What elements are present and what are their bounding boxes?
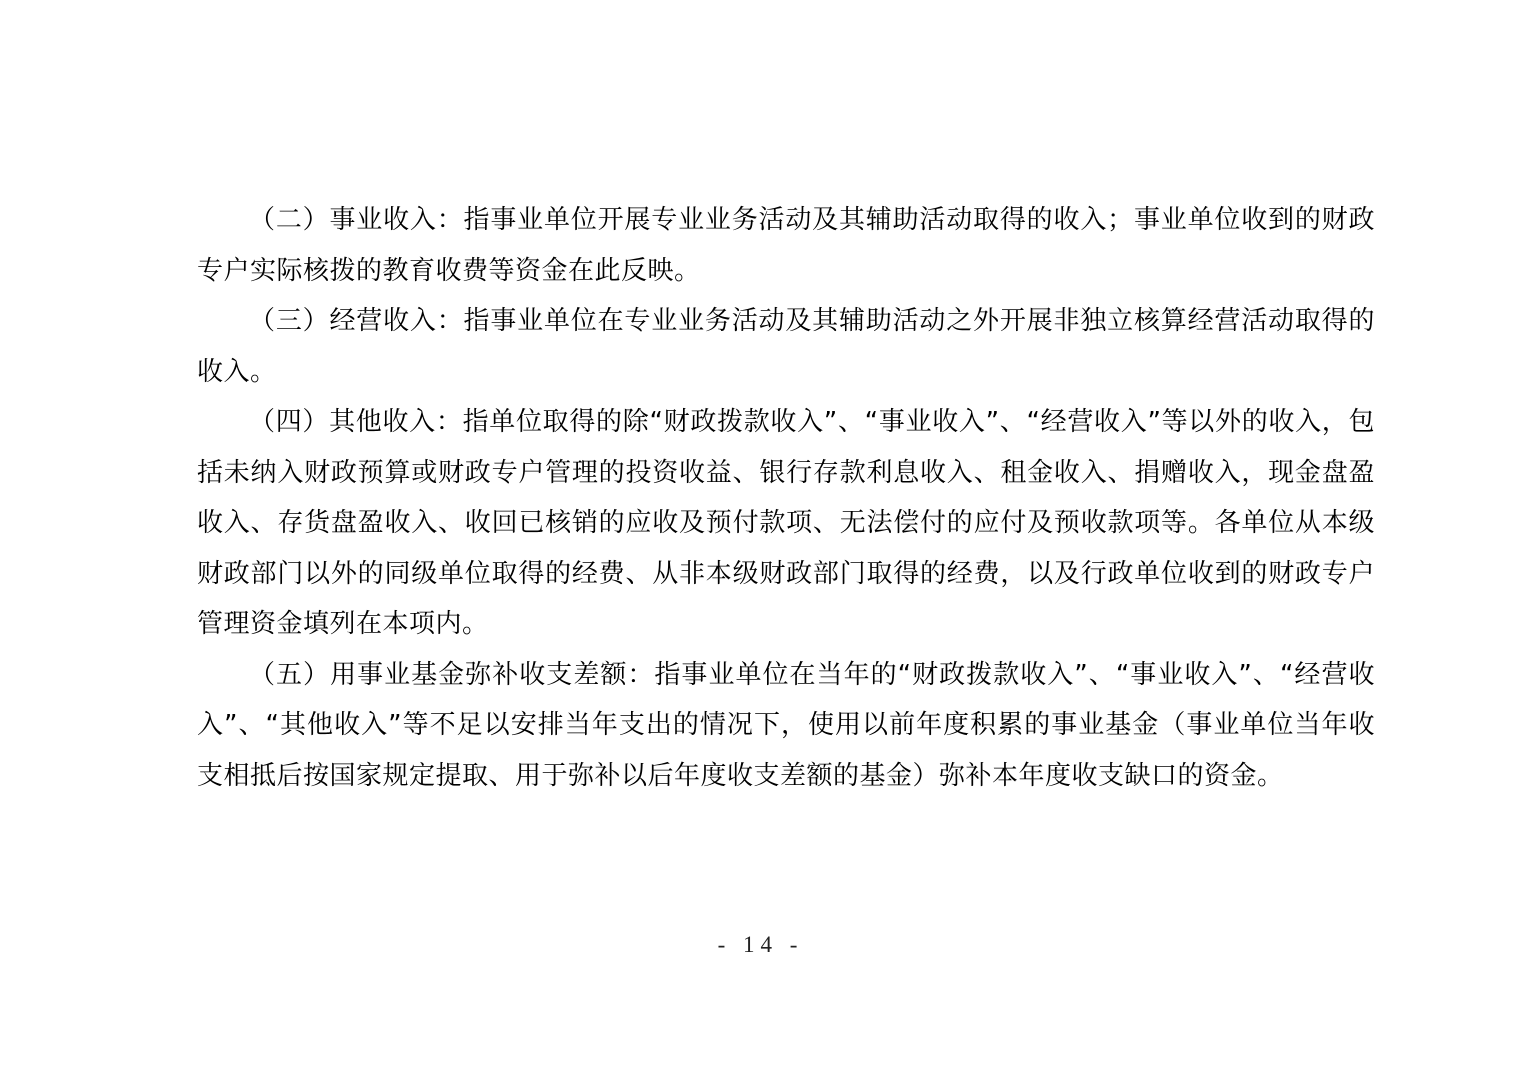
paragraph-business-income: （二）事业收入：指事业单位开展专业业务活动及其辅助活动取得的收入；事业单位收到的财政专户实际核拨的教育收费等资金在此反映。	[197, 205, 1375, 286]
page-number: - 14 -	[717, 932, 804, 957]
paragraph-operating-income: （三）经营收入：指事业单位在专业业务活动及其辅助活动之外开展非独立核算经营活动取得的收入。	[197, 306, 1375, 387]
document-body	[197, 195, 1375, 801]
paragraph-other-income: （四）其他收入：指单位取得的除“财政拨款收入”、“事业收入”、“经营收入”等以外的收入，包括未纳入财政预算或财政专户管理的投资收益、银行存款利息收入、租金收入、捐赠收入，现金盘盈收入、存货盘盈收入、收回已核销的应收及预付款项、无法偿付的应付及预收款项等。各单位从本级财政部门以外的同级单位取得的经费、从非本级财政部门取得的经费，以及行政单位收到的财政专户管理资金填列在本项内。	[197, 407, 1375, 639]
paragraph-business-fund-offset: （五）用事业基金弥补收支差额：指事业单位在当年的“财政拨款收入”、“事业收入”、“经营收入”、“其他收入”等不足以安排当年支出的情况下，使用以前年度积累的事业基金（事业单位当年收支相抵后按国家规定提取、用于弥补以后年度收支差额的基金）弥补本年度收支缺口的资金。	[197, 659, 1375, 791]
